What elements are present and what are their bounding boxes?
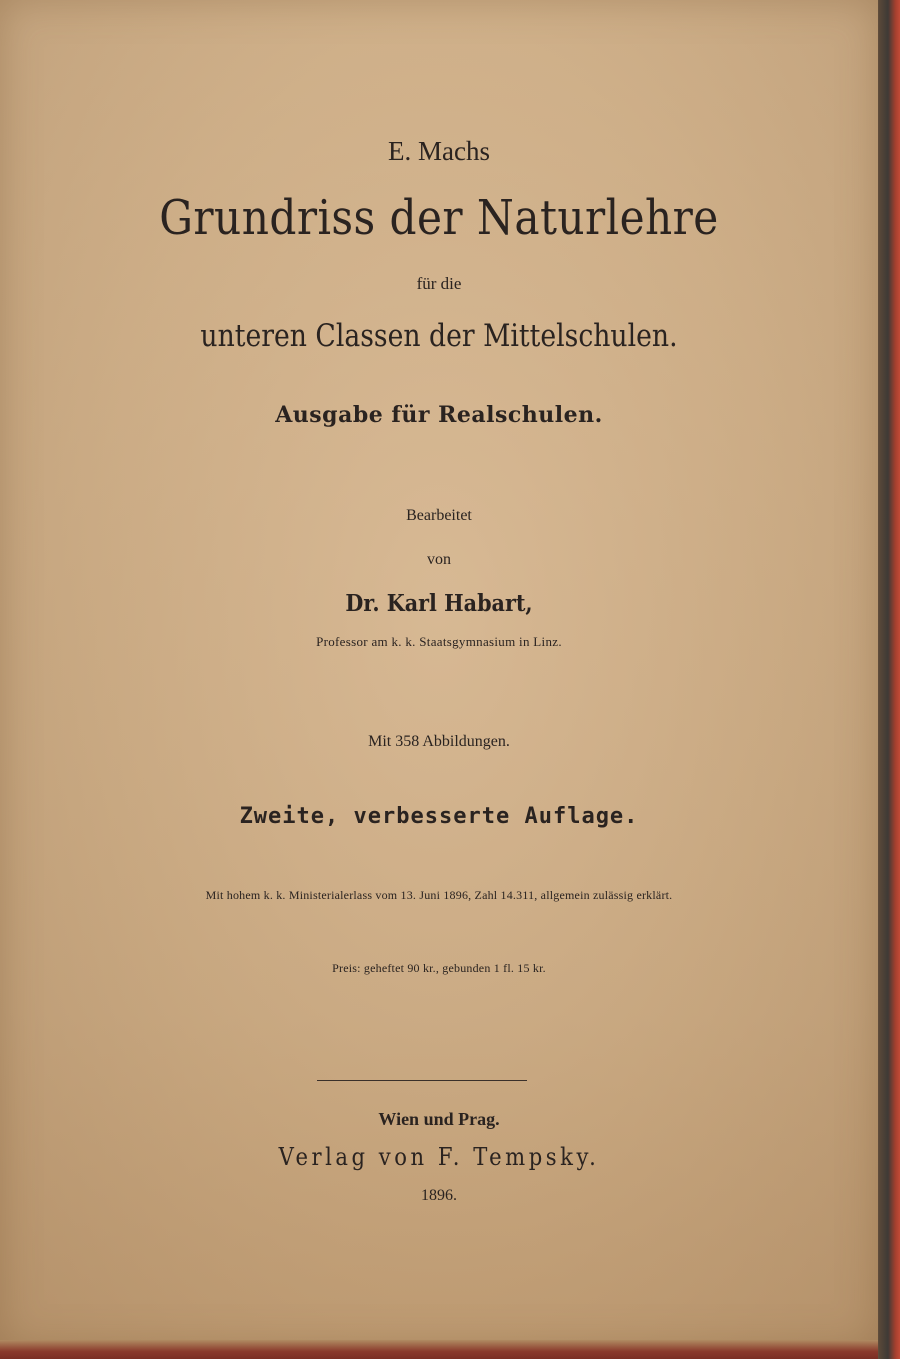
illustrations-note: Mit 358 Abbildungen. — [368, 733, 510, 750]
book-title: Grundriss der Naturlehre — [159, 190, 719, 246]
page-bottom-edge — [0, 1340, 878, 1359]
price-note: Preis: geheftet 90 kr., gebunden 1 fl. 15 kr. — [332, 961, 546, 975]
publisher: Verlag von F. Tempsky. — [278, 1143, 600, 1171]
book-subtitle: unteren Classen der Mittelschulen. — [200, 318, 678, 354]
title-connector: für die — [416, 274, 462, 293]
publication-place: Wien und Prag. — [378, 1109, 500, 1129]
approval-note: Mit hohem k. k. Ministerialerlass vom 13. Juni 1896, Zahl 14.311, allgemein zulässig erklärt. — [205, 888, 673, 902]
editor-affiliation: Professor am k. k. Staatsgymnasium in Linz. — [316, 634, 562, 649]
author-prefix: E. Machs — [388, 136, 490, 166]
edition-type: Ausgabe für Realschulen. — [275, 402, 603, 428]
divider-rule — [317, 1080, 527, 1081]
edition-statement: Zweite, verbesserte Auflage. — [239, 804, 639, 829]
editor-name: Dr. Karl Habart, — [345, 590, 533, 617]
bearbeitet-label: Bearbeitet — [406, 507, 472, 524]
publication-year: 1896. — [421, 1187, 457, 1204]
von-label: von — [427, 551, 451, 568]
